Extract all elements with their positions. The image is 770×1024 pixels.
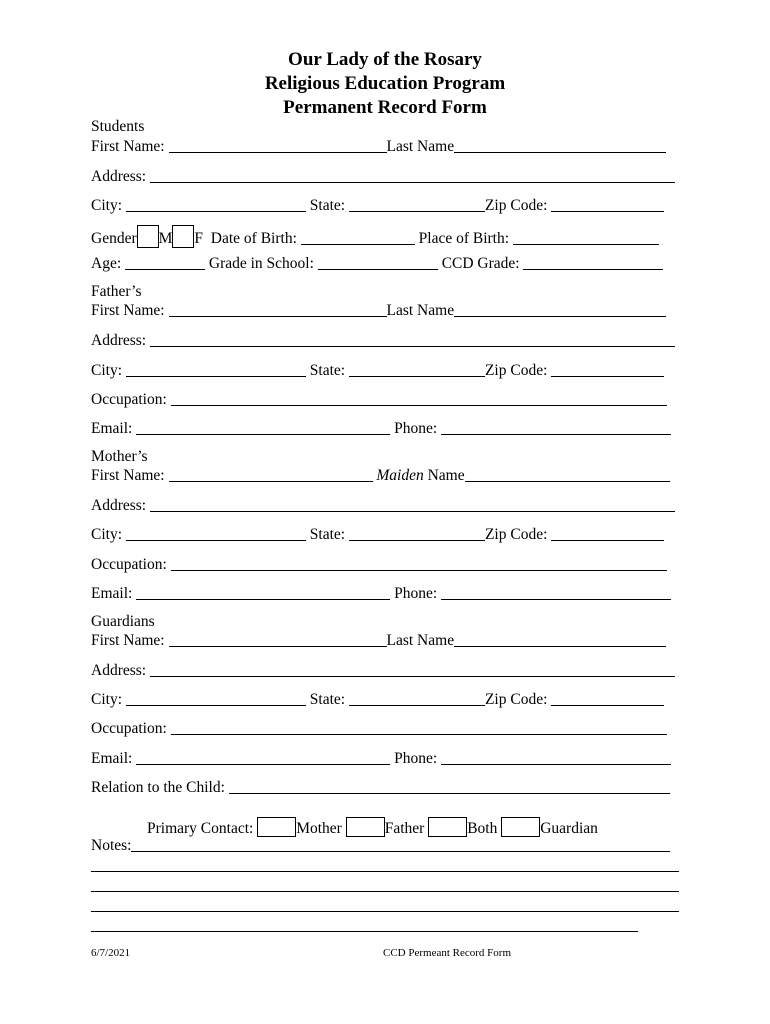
- contact-mother-label: Mother: [296, 820, 342, 837]
- mother-city-row: [91, 526, 664, 544]
- student-dob-field[interactable]: [301, 231, 415, 245]
- mother-email-field[interactable]: [136, 586, 390, 600]
- mother-maiden-name-field[interactable]: [465, 468, 670, 482]
- relation-row: [91, 779, 670, 797]
- student-ccd-grade-field[interactable]: [523, 256, 663, 270]
- state-label: State:: [309, 197, 346, 214]
- phone-label: Phone:: [394, 420, 438, 437]
- occupation-label: Occupation:: [91, 720, 167, 737]
- address-label: Address:: [91, 662, 147, 679]
- last-name-label: Last Name: [386, 138, 455, 155]
- form-title-line1: Our Lady of the Rosary: [288, 49, 482, 70]
- phone-label: Phone:: [394, 750, 438, 767]
- gender-label: Gender: [91, 230, 137, 247]
- guardian-city-field[interactable]: [126, 692, 306, 706]
- last-name-label: Last Name: [386, 632, 455, 649]
- gender-m-label: M: [158, 230, 173, 247]
- father-address-row: [91, 332, 675, 350]
- dob-label: Date of Birth:: [210, 230, 297, 247]
- occupation-label: Occupation:: [91, 391, 167, 408]
- notes-field-line4[interactable]: [91, 898, 679, 912]
- city-label: City:: [91, 526, 123, 543]
- primary-contact-row: [147, 817, 598, 838]
- mother-zip-field[interactable]: [551, 527, 664, 541]
- footer-date: 6/7/2021: [91, 947, 131, 959]
- student-state-field[interactable]: [349, 198, 485, 212]
- guardian-occupation-row: [91, 720, 667, 738]
- guardian-state-field[interactable]: [349, 692, 485, 706]
- mother-occupation-row: [91, 556, 667, 574]
- address-label: Address:: [91, 168, 147, 185]
- father-occupation-row: [91, 391, 667, 409]
- gender-m-checkbox[interactable]: [137, 225, 159, 248]
- contact-guardian-checkbox[interactable]: [501, 817, 540, 837]
- relation-field[interactable]: [229, 780, 670, 794]
- student-name-row: [91, 138, 666, 156]
- father-address-field[interactable]: [150, 333, 675, 347]
- guardian-phone-field[interactable]: [441, 751, 671, 765]
- notes-field-line1[interactable]: [131, 838, 670, 852]
- notes-field-line2[interactable]: [91, 858, 679, 872]
- guardian-zip-field[interactable]: [551, 692, 664, 706]
- first-name-label: First Name:: [91, 632, 165, 649]
- guardian-email-field[interactable]: [136, 751, 390, 765]
- father-occupation-field[interactable]: [171, 392, 667, 406]
- address-label: Address:: [91, 497, 147, 514]
- student-zip-field[interactable]: [551, 198, 664, 212]
- mother-state-field[interactable]: [349, 527, 485, 541]
- email-label: Email:: [91, 750, 133, 767]
- gender-f-label: F: [194, 230, 204, 247]
- occupation-label: Occupation:: [91, 556, 167, 573]
- student-first-name-field[interactable]: [169, 139, 387, 153]
- grade-label: Grade in School:: [208, 255, 314, 272]
- last-name-label: Last Name: [386, 302, 455, 319]
- guardian-last-name-field[interactable]: [454, 633, 666, 647]
- contact-mother-checkbox[interactable]: [257, 817, 296, 837]
- guardian-occupation-field[interactable]: [171, 721, 667, 735]
- father-phone-field[interactable]: [441, 421, 671, 435]
- contact-father-label: Father: [384, 820, 425, 837]
- guardian-city-row: [91, 691, 664, 709]
- ccd-grade-label: CCD Grade:: [441, 255, 520, 272]
- father-email-field[interactable]: [136, 421, 390, 435]
- mother-email-row: [91, 585, 671, 603]
- first-name-label: First Name:: [91, 467, 165, 484]
- guardian-email-row: [91, 750, 671, 768]
- zip-label: Zip Code:: [484, 362, 548, 379]
- student-city-row: [91, 197, 664, 215]
- student-grade-field[interactable]: [318, 256, 438, 270]
- mother-address-field[interactable]: [150, 498, 675, 512]
- notes-line: [91, 917, 638, 935]
- contact-both-label: Both: [467, 820, 498, 837]
- student-age-field[interactable]: [125, 256, 205, 270]
- guardian-address-field[interactable]: [150, 663, 675, 677]
- zip-label: Zip Code:: [484, 691, 548, 708]
- primary-contact-label: Primary Contact:: [147, 820, 254, 837]
- contact-guardian-label: Guardian: [540, 820, 598, 837]
- father-zip-field[interactable]: [551, 363, 664, 377]
- pob-label: Place of Birth:: [418, 230, 510, 247]
- address-label: Address:: [91, 332, 147, 349]
- father-first-name-field[interactable]: [169, 303, 387, 317]
- mother-city-field[interactable]: [126, 527, 306, 541]
- footer-form-name: CCD Permeant Record Form: [383, 947, 512, 959]
- zip-label: Zip Code:: [484, 197, 548, 214]
- fathers-heading: Father’s: [91, 283, 142, 300]
- zip-label: Zip Code:: [484, 526, 548, 543]
- student-age-row: [91, 255, 663, 273]
- notes-line: [91, 877, 679, 895]
- maiden-label: Maiden: [376, 467, 424, 484]
- students-heading: Students: [91, 118, 145, 135]
- notes-row: [91, 837, 670, 855]
- mother-first-name-field[interactable]: [169, 468, 373, 482]
- guardians-heading: Guardians: [91, 613, 155, 630]
- father-last-name-field[interactable]: [454, 303, 666, 317]
- father-email-row: [91, 420, 671, 438]
- mothers-heading: Mother’s: [91, 448, 148, 465]
- form-title-line2: Religious Education Program: [264, 73, 506, 94]
- mother-occupation-field[interactable]: [171, 557, 667, 571]
- father-city-field[interactable]: [126, 363, 306, 377]
- form-title-line3: Permanent Record Form: [283, 97, 487, 118]
- student-pob-field[interactable]: [513, 231, 659, 245]
- mother-address-row: [91, 497, 675, 515]
- age-label: Age:: [91, 255, 122, 272]
- student-city-field[interactable]: [126, 198, 306, 212]
- father-name-row: [91, 302, 666, 320]
- state-label: State:: [309, 526, 346, 543]
- notes-field-line5[interactable]: [91, 918, 638, 932]
- city-label: City:: [91, 691, 123, 708]
- state-label: State:: [309, 362, 346, 379]
- phone-label: Phone:: [394, 585, 438, 602]
- student-address-row: [91, 168, 675, 186]
- city-label: City:: [91, 362, 123, 379]
- student-last-name-field[interactable]: [454, 139, 666, 153]
- guardian-first-name-field[interactable]: [169, 633, 387, 647]
- contact-father-checkbox[interactable]: [346, 817, 385, 837]
- gender-f-checkbox[interactable]: [172, 225, 194, 248]
- notes-line: [91, 857, 679, 875]
- state-label: State:: [309, 691, 346, 708]
- notes-field-line3[interactable]: [91, 878, 679, 892]
- first-name-label: First Name:: [91, 302, 165, 319]
- guardian-address-row: [91, 662, 675, 680]
- notes-line: [91, 897, 679, 915]
- student-gender-row: [91, 225, 659, 248]
- city-label: City:: [91, 197, 123, 214]
- email-label: Email:: [91, 585, 133, 602]
- notes-label: Notes:: [91, 837, 132, 854]
- contact-both-checkbox[interactable]: [428, 817, 467, 837]
- father-city-row: [91, 362, 664, 380]
- relation-label: Relation to the Child:: [91, 779, 225, 796]
- first-name-label: First Name:: [91, 138, 165, 155]
- name-label: Name: [423, 467, 465, 484]
- student-address-field[interactable]: [150, 169, 675, 183]
- guardian-name-row: [91, 632, 666, 650]
- mother-phone-field[interactable]: [441, 586, 671, 600]
- email-label: Email:: [91, 420, 133, 437]
- mother-name-row: [91, 467, 670, 485]
- father-state-field[interactable]: [349, 363, 485, 377]
